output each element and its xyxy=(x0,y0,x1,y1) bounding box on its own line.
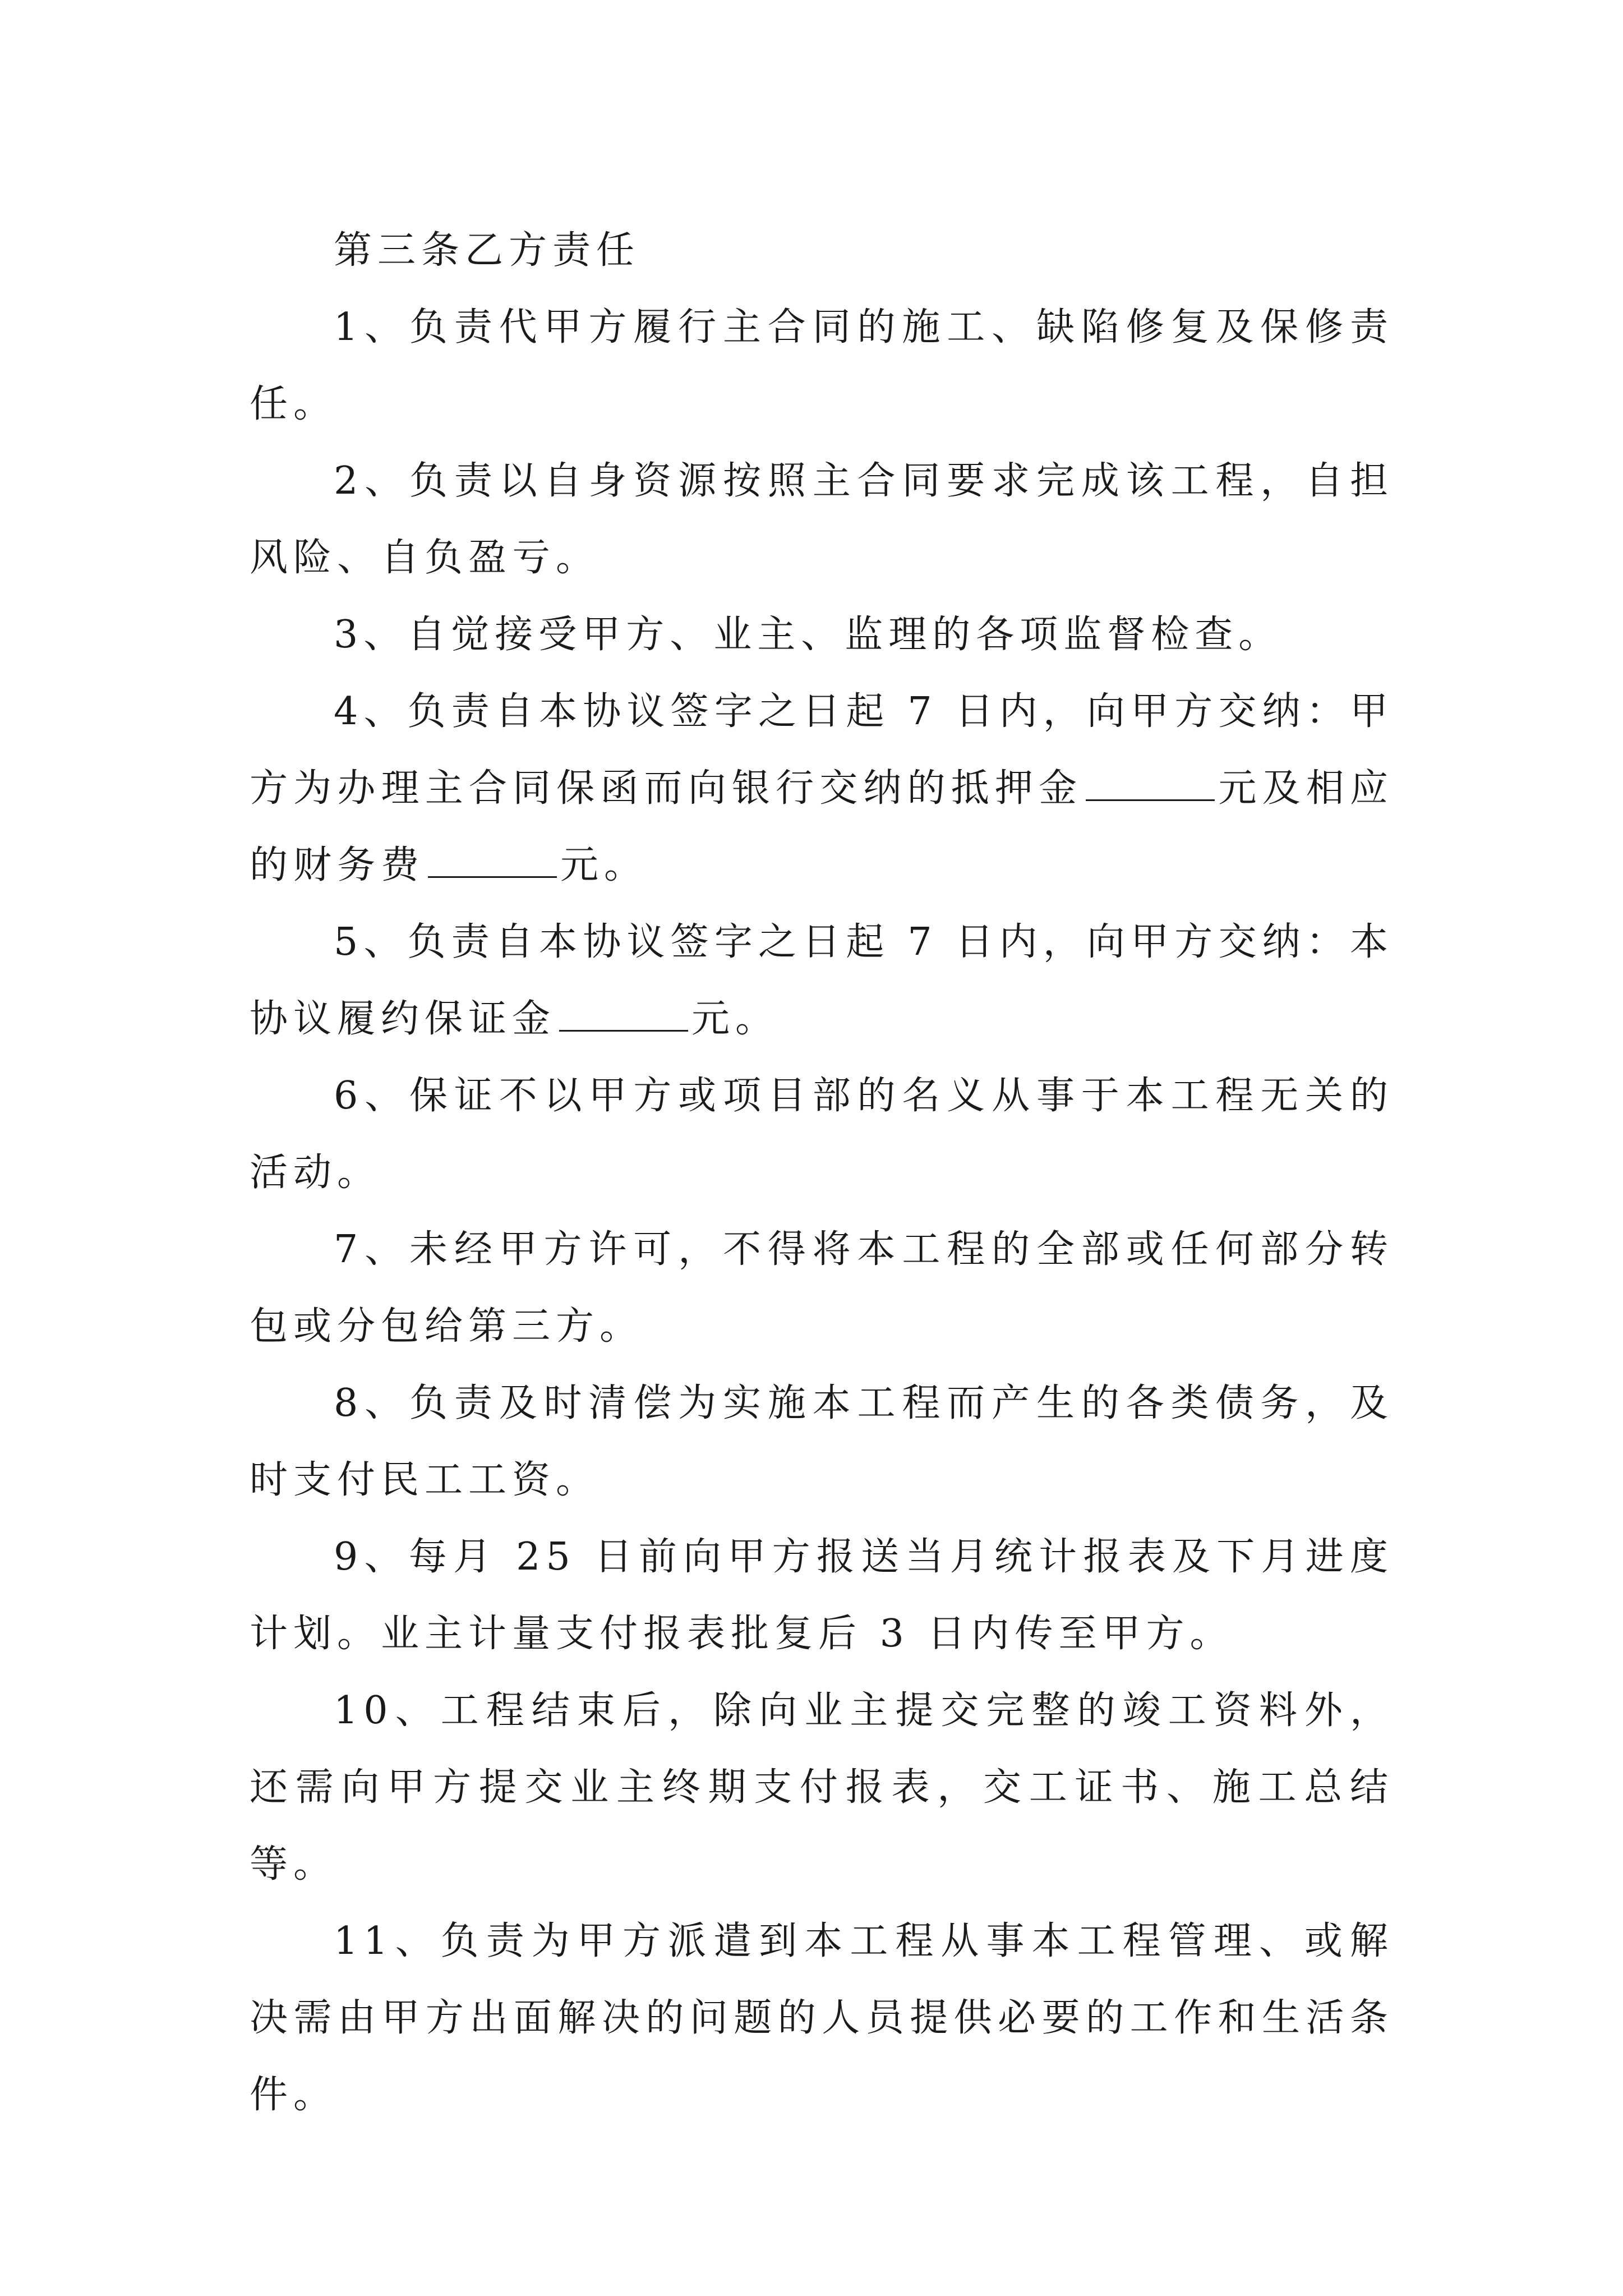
clause-4-text-b: 元及相应的财务费 xyxy=(250,766,1394,887)
clause-11: 11、负责为甲方派遣到本工程从事本工程管理、或解决需由甲方出面解决的问题的人员提供必要的工作和生活条件。 xyxy=(250,1919,1394,2117)
clause-4-text-a: 4、负责自本协议签字之日起 7 日内，向甲方交纳：甲方为办理主合同保函而向银行交纳的抵押金 xyxy=(250,689,1394,811)
clause-4 xyxy=(250,673,1394,904)
clause-1: 1、负责代甲方履行主合同的施工、缺陷修复及保修责任。 xyxy=(250,305,1394,426)
clause-8: 8、负责及时清偿为实施本工程而产生的各类债务，及时支付民工工资。 xyxy=(250,1381,1394,1502)
clause-10: 10、工程结束后，除向业主提交完整的竣工资料外，还需向甲方提交业主终期支付报表，交工证书、施工总结等。 xyxy=(250,1688,1394,1887)
clause-9: 9、每月 25 日前向甲方报送当月统计报表及下月进度计划。业主计量支付报表批复后 3 日内传至甲方。 xyxy=(250,1535,1394,1656)
finance-fee-blank xyxy=(428,845,557,878)
document-body xyxy=(250,212,1394,2133)
clause-3: 3、自觉接受甲方、业主、监理的各项监督检查。 xyxy=(334,613,1283,657)
clause-6: 6、保证不以甲方或项目部的名义从事于本工程无关的活动。 xyxy=(250,1074,1394,1195)
performance-bond-blank xyxy=(559,999,688,1032)
clause-5-text-b: 元。 xyxy=(691,997,780,1041)
clause-7: 7、未经甲方许可，不得将本工程的全部或任何部分转包或分包给第三方。 xyxy=(250,1227,1394,1349)
clause-2: 2、负责以自身资源按照主合同要求完成该工程，自担风险、自负盈亏。 xyxy=(250,459,1394,580)
section-heading: 第三条乙方责任 xyxy=(334,228,640,273)
clause-5-text-a: 5、负责自本协议签字之日起 7 日内，向甲方交纳：本协议履约保证金 xyxy=(250,920,1394,1041)
clause-5 xyxy=(250,904,1394,1057)
deposit-amount-blank xyxy=(1086,768,1215,801)
clause-4-text-c: 元。 xyxy=(560,843,648,887)
